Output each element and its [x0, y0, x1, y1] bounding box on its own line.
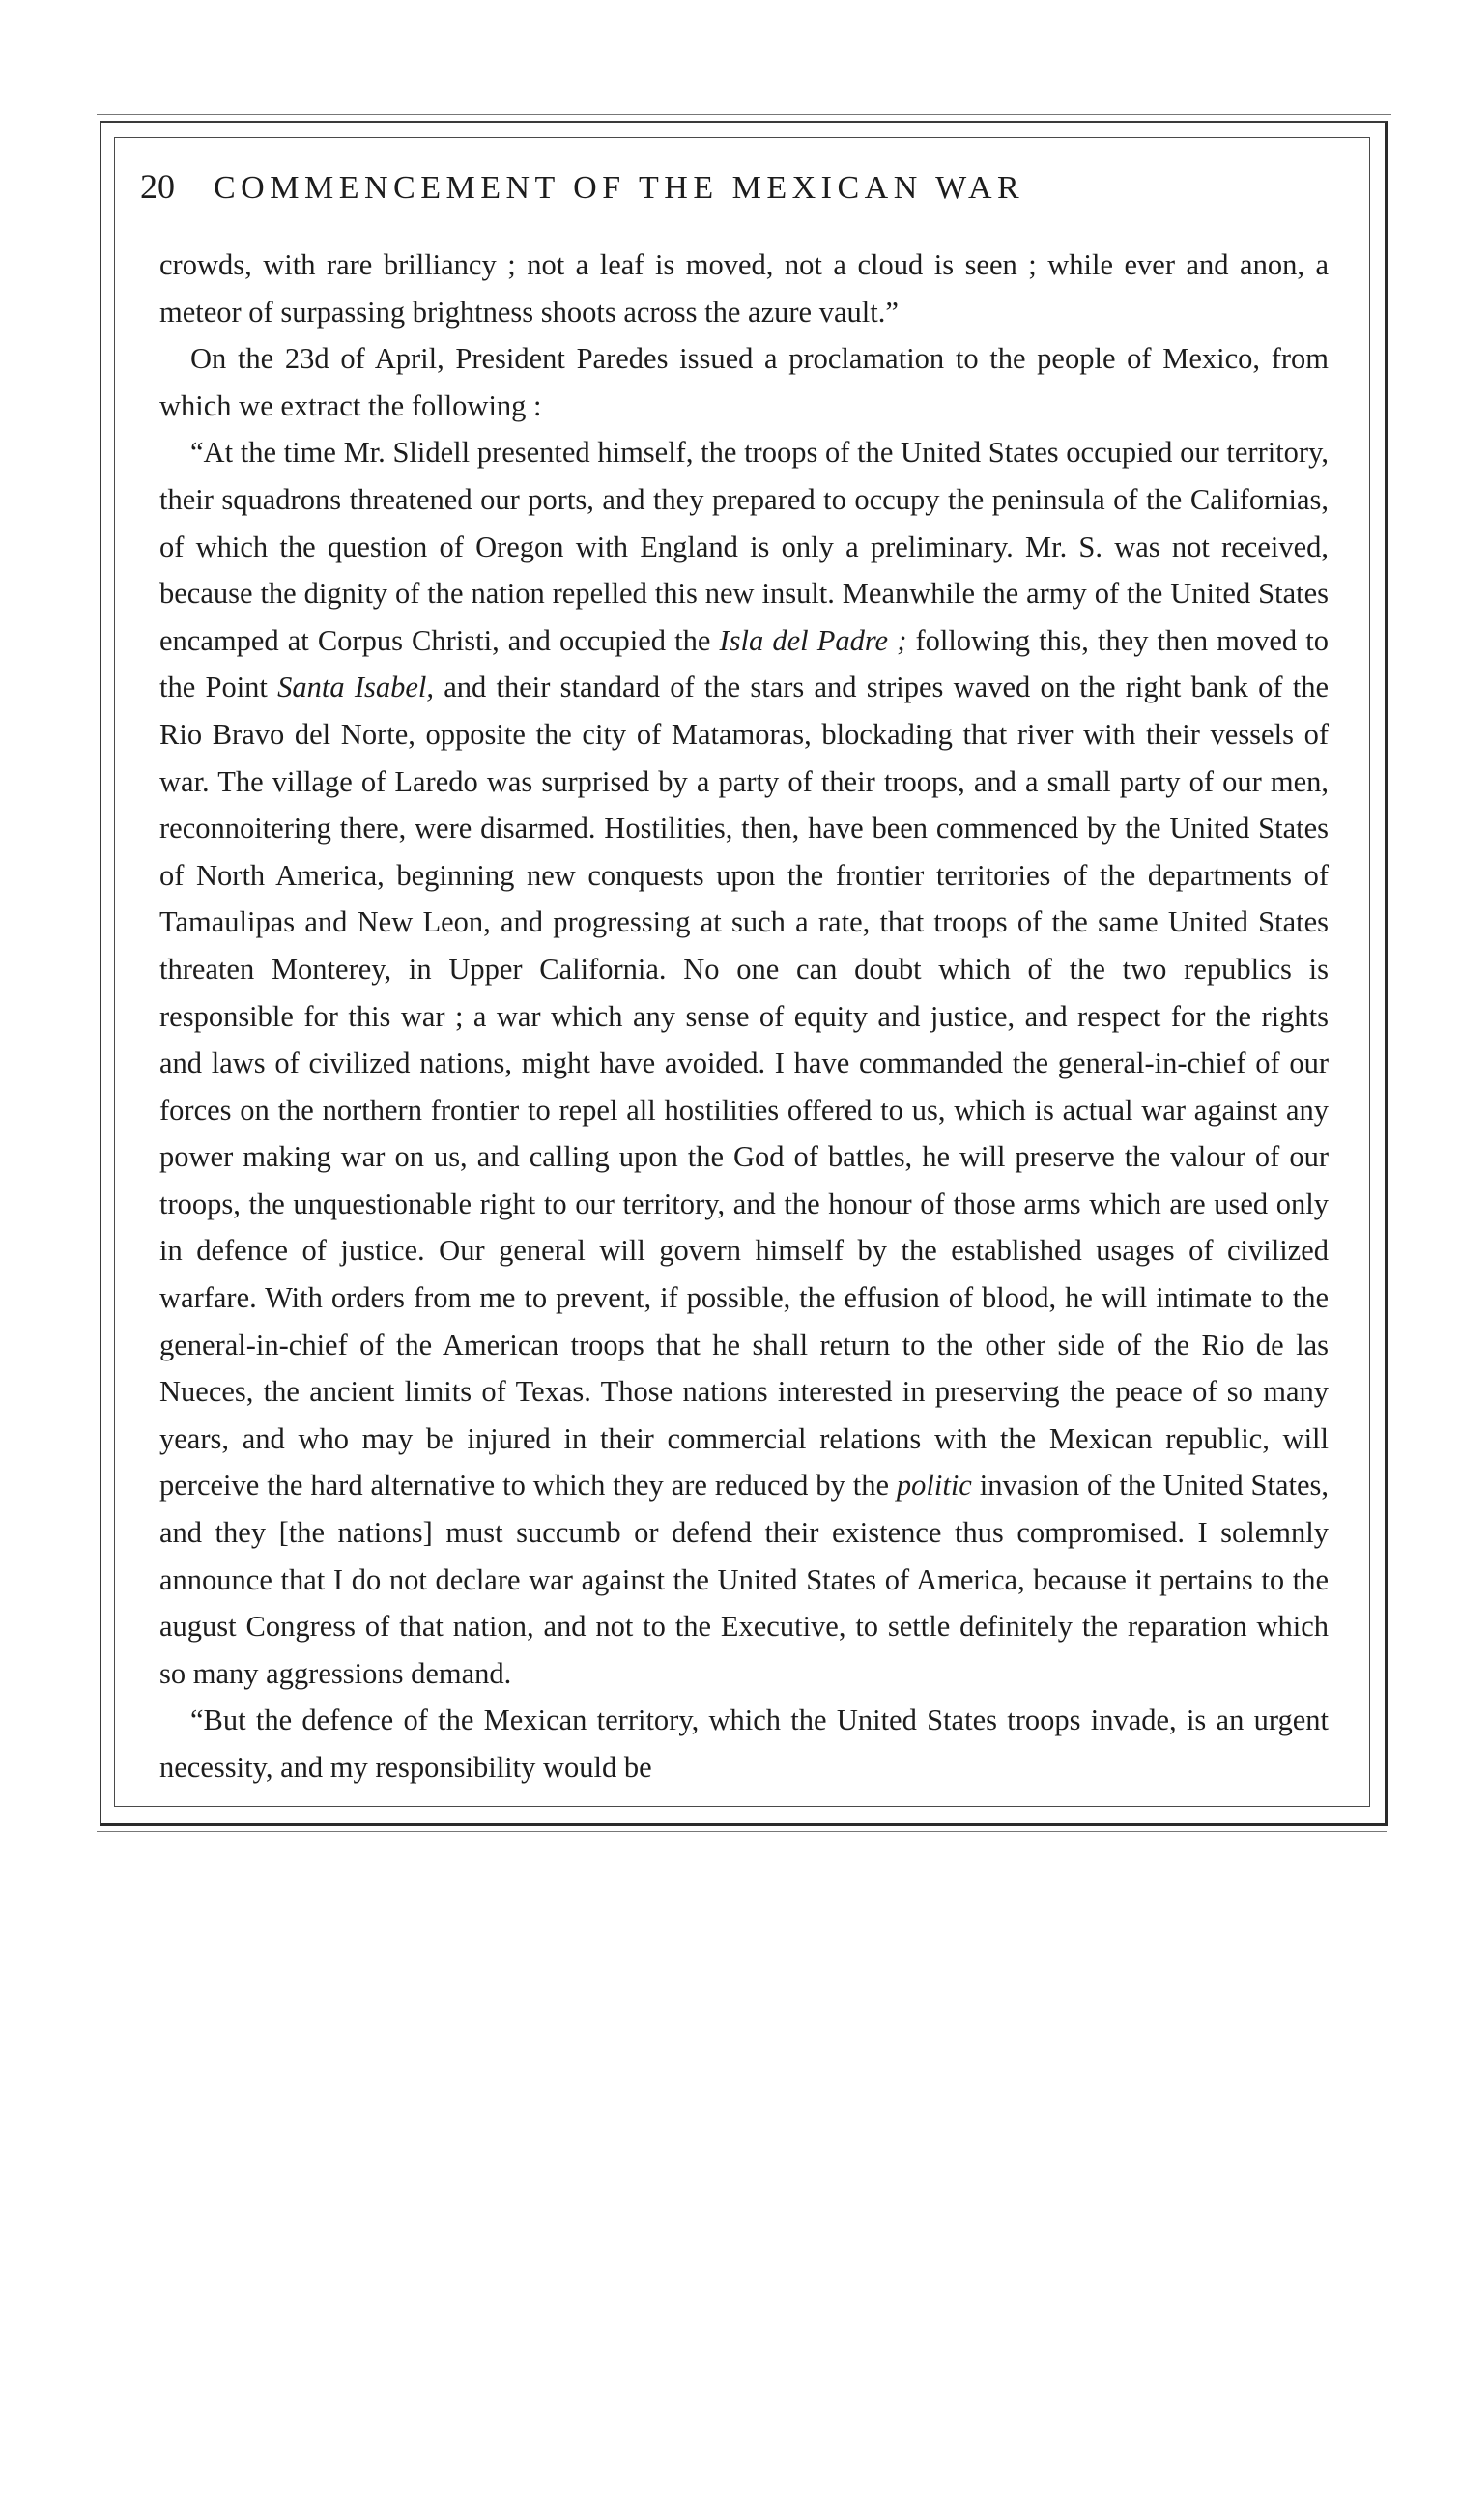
paragraph-defence: “But the defence of the Mexican territory, which the United States troops invade, is an urgent necessity, and my responsibility would be: [159, 1704, 1329, 1784]
quote-text-part-1: “At the time Mr. Slidell presented himself, the troops of the United States occupied our territory, their squadrons threatened our ports, and they prepared to occupy the peninsula of the Californias, of which the question of Oregon with England is only a preliminary. Mr. S. was not received, because the dignity of the nation repelled this new insult. Meanwhile the army of the United States encamped at Corpus Christi, and occupied the: [159, 436, 1329, 657]
running-header: [140, 166, 1300, 215]
italic-isla-del-padre: Isla del Padre ;: [719, 623, 907, 657]
paragraph-proclamation-intro: On the 23d of April, President Paredes issued a proclamation to the people of Mexico, from which we extract the following :: [159, 342, 1329, 422]
body-text: [159, 242, 1329, 1791]
quote-text-part-4: invasion of the United States, and they [the nations] must succumb or defend their existence thus compromised. I solemnly announce that I do not declare war against the United States of America, because it pertains to the august Congress of that nation, and not to the Executive, to settle definitely the reparation which so many aggressions demand.: [159, 1469, 1329, 1690]
quote-text-part-2: following this, they then moved to the Point: [159, 623, 1329, 704]
italic-santa-isabel: Santa Isabel,: [277, 671, 435, 704]
top-rule-line: [97, 114, 1391, 115]
bottom-rule-line: [97, 1831, 1387, 1832]
page-number: 20: [140, 167, 175, 206]
running-title: COMMENCEMENT OF THE MEXICAN WAR: [214, 170, 1025, 206]
paragraph-continuation: crowds, with rare brilliancy ; not a leaf is moved, not a cloud is seen ; while ever and anon, a meteor of surpassing brightness shoots across the azure vault.”: [159, 248, 1329, 329]
paragraph-proclamation-quote: [159, 429, 1329, 1697]
quote-text-part-3: and their standard of the stars and stripes waved on the right bank of the Rio Bravo del Norte, opposite the city of Matamoras, blockading that river with their vessels of war. The village of Laredo was surprised by a party of their troops, and a small party of our men, reconnoitering there, were disarmed. Hostilities, then, have been commenced by the United States of North America, beginning new conquests upon the frontier territories of the departments of Tamaulipas and New Leon, and progressing at such a rate, that troops of the same United States threaten Monterey, in Upper California. No one can doubt which of the two republics is responsible for this war ; a war which any sense of equity and justice, and respect for the rights and laws of civilized nations, might have avoided. I have commanded the general-in-chief of our forces on the northern frontier to repel all hostilities offered to us, which is actual war against any power making war on us, and calling upon the God of battles, he will preserve the valour of our troops, the unquestionable right to our territory, and the honour of those arms which are used only in defence of justice. Our general will govern himself by the established usages of civilized warfare. With orders from me to prevent, if possible, the effusion of blood, he will intimate to the general-in-chief of the American troops that he shall return to the other side of the Rio de las Nueces, the ancient limits of Texas. Those nations interested in preserving the peace of so many years, and who may be injured in their commercial relations with the Mexican republic, will perceive the hard alternative to which they are reduced by the: [159, 671, 1330, 1503]
italic-politic: politic: [896, 1469, 972, 1503]
